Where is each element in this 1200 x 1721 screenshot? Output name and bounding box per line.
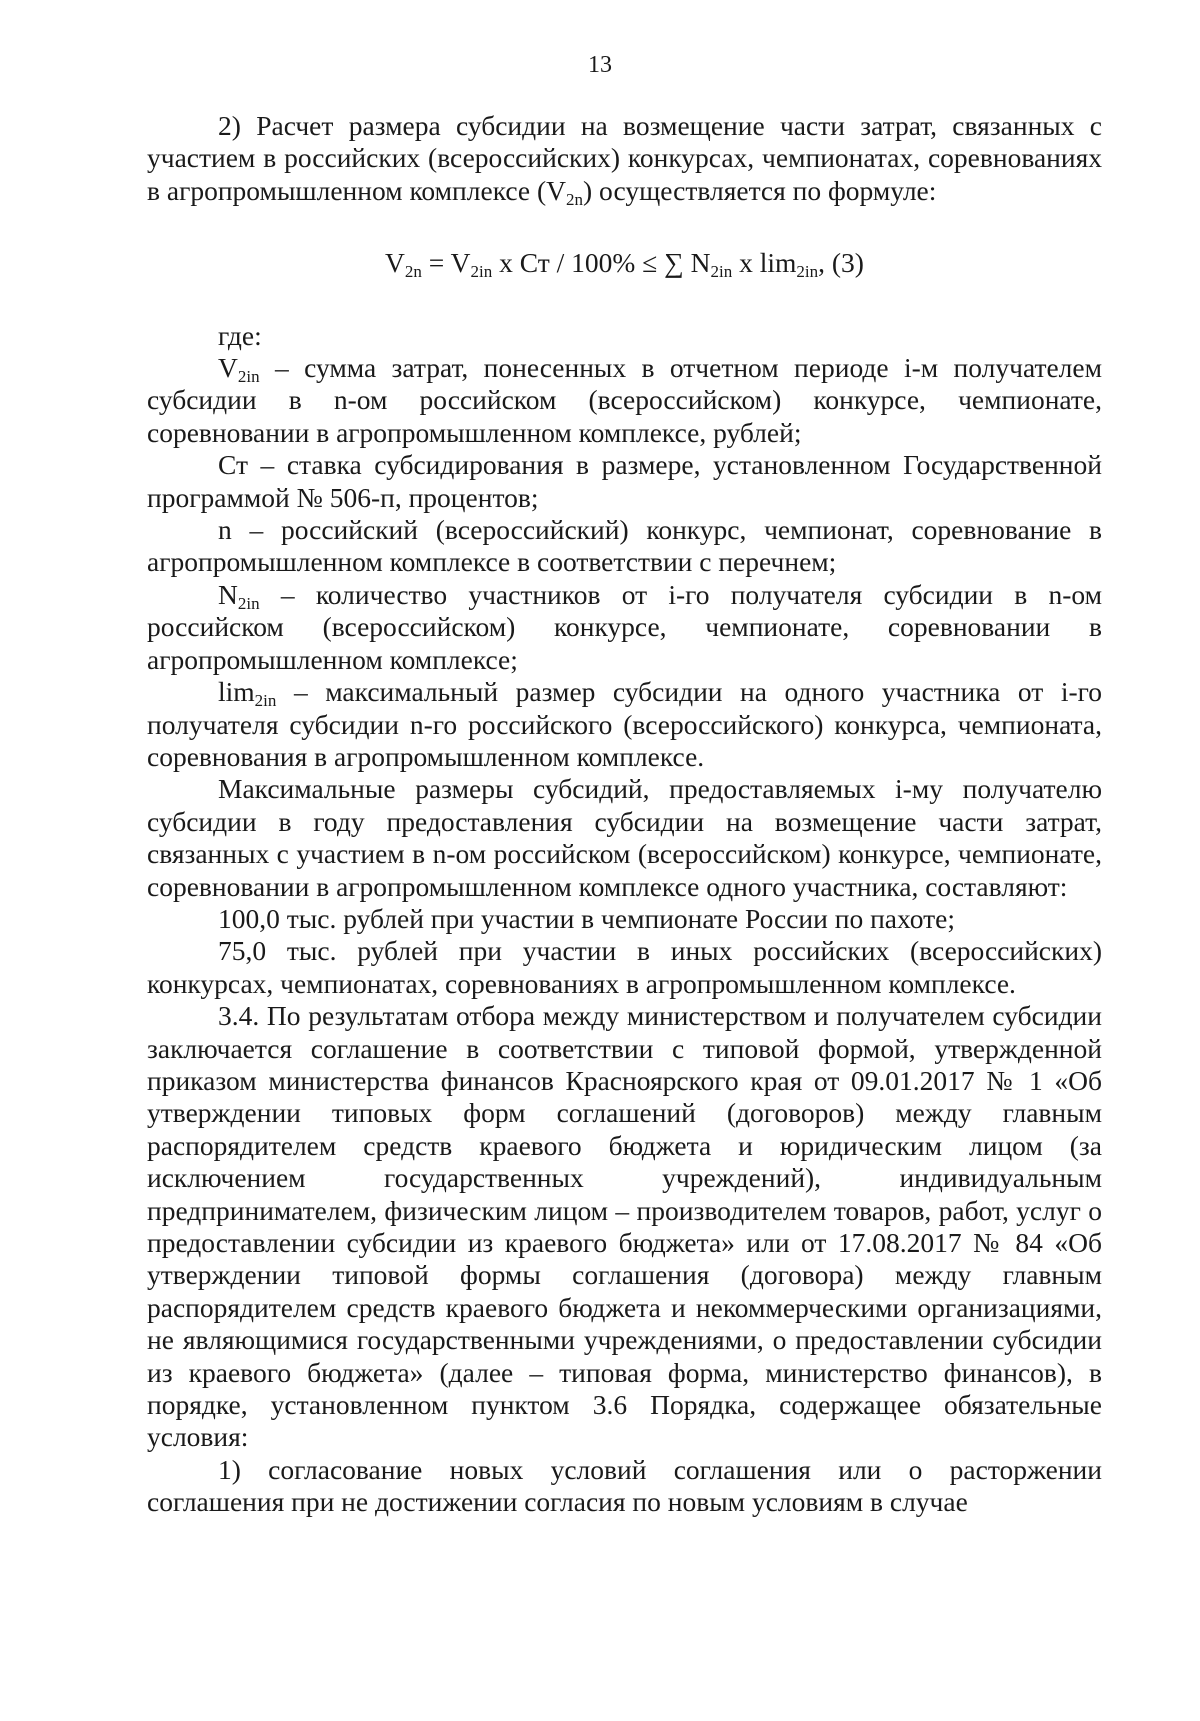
paragraph-3-4: 3.4. По результатам отбора между министерством и получателем субсидии заключается соглашение в соответствии с типовой формой, утвержденной приказом министерства финансов Красноярского края от 09.01.2017 № 1 «Об утверждении типовых форм соглашений (договоров) между главным распорядителем средств краевого бюджета и юридическим лицом (за исключением государственных учреждений), индивидуальным предпринимателем, физическим лицом – производителем товаров, работ, услуг о предоставлении субсидии из краевого бюджета» или от 17.08.2017 № 84 «Об утверждении типовой формы соглашения (договора) между главным распорядителем средств краевого бюджета и некоммерческими организациями, не являющимися государственными учреждениями, о предоставлении субсидии из краевого бюджета» (далее – типовая форма, министерство финансов), в порядке, установленном пунктом 3.6 Порядка, содержащее обязательные условия:: [147, 1000, 1102, 1453]
definition-n2in: $N_{2in}$ – количество участников от i-го получателя субсидии в n-ом российском (всероссийском) конкурсе, чемпионате, соревновании в агропромышленном комплексе;: [147, 578, 1102, 675]
document-body: [147, 110, 1102, 1519]
paragraph-max-sizes: Максимальные размеры субсидий, предоставляемых i-му получателю субсидии в году предоставления субсидии на возмещение части затрат, связанных с участием в n-ом российском (всероссийском) конкурсе, чемпионате, соревновании в агропромышленном комплексе одного участника, составляют:: [147, 773, 1102, 902]
definition-ct: Ст – ставка субсидирования в размере, установленном Государственной программой № 506-п, процентов;: [147, 449, 1102, 513]
paragraph-calculation: 2) Расчет размера субсидии на возмещение части затрат, связанных с участием в российских (всероссийских) конкурсах, чемпионатах, соревнованиях в агропромышленном комплексе $(V_{2n})$ осуществляется по формуле:: [147, 110, 1102, 209]
formula-3: $V_{2n} = V_{2in}$ х Ст / 100% ≤ ∑ $N_{2in}$ х $\lim_{2in}$, (3): [385, 247, 864, 282]
definition-n: n – российский (всероссийский) конкурс, чемпионат, соревнование в агропромышленном комплексе в соответствии с перечнем;: [147, 514, 1102, 578]
page-number: 13: [588, 52, 612, 78]
definition-lim2in: $\lim_{2in}$ – максимальный размер субсидии на одного участника от i-го получателя субсидии n-го российского (всероссийского) конкурса, чемпионата, соревнования в агропромышленном комплексе.: [147, 676, 1102, 772]
amount-other: 75,0 тыс. рублей при участии в иных российских (всероссийских) конкурсах, чемпионатах, соревнованиях в агропромышленном комплексе.: [147, 935, 1102, 999]
definition-v2in: $V_{2in}$ – сумма затрат, понесенных в отчетном периоде i-м получателем субсидии в n-ом российском (всероссийском) конкурсе, чемпионате, соревновании в агропромышленном комплексе, рублей;: [147, 352, 1102, 448]
where-label: где:: [218, 319, 262, 351]
amount-plowing: 100,0 тыс. рублей при участии в чемпионате России по пахоте;: [218, 902, 955, 934]
condition-item-1: 1) согласование новых условий соглашения или о расторжении соглашения при не достижении согласия по новым условиям в случае: [147, 1453, 1102, 1518]
